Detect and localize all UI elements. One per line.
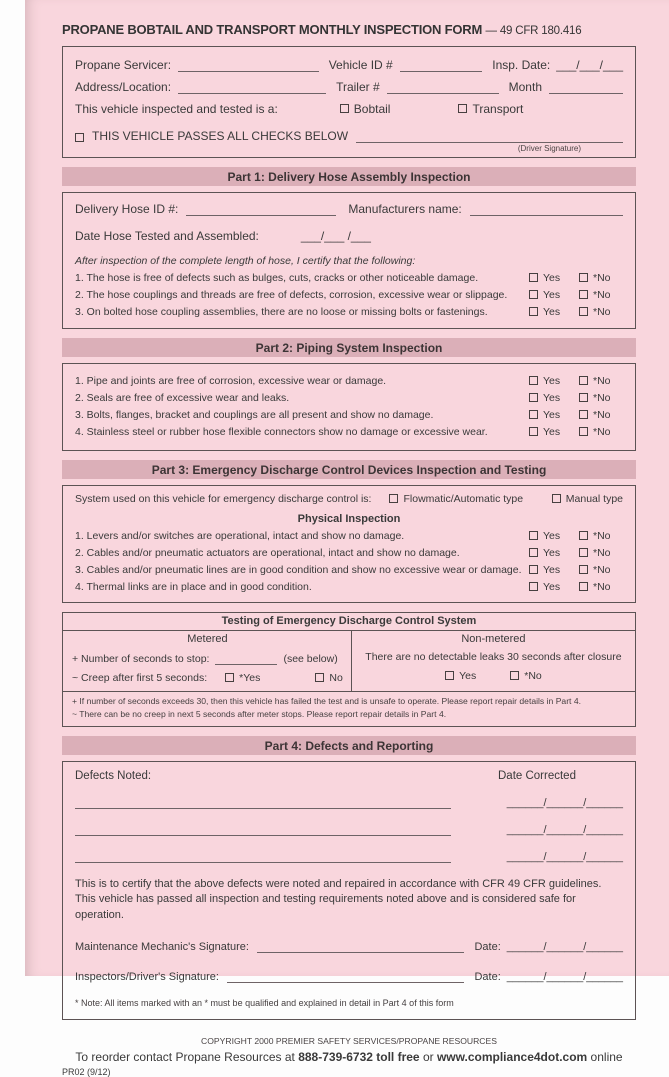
yes-label: Yes <box>543 375 561 387</box>
yes-label: Yes <box>543 530 561 542</box>
no-label: *No <box>593 581 611 593</box>
trailer-field[interactable] <box>387 81 499 94</box>
nonmetered-no-label: *No <box>524 670 542 682</box>
vehicle-id-field[interactable] <box>400 59 483 72</box>
part3-item-4-no[interactable] <box>579 581 623 593</box>
servicer-row <box>75 58 623 72</box>
flowmatic-checkbox[interactable] <box>389 494 398 503</box>
part3-item-4-text: 4. Thermal links are in place and in good condition. <box>75 581 312 593</box>
inspector-signature-field[interactable] <box>227 970 465 983</box>
system-label: System used on this vehicle for emergency discharge control is: <box>75 493 372 505</box>
discharge-system-row <box>75 493 623 505</box>
defect-row-1 <box>75 796 623 809</box>
no-label: *No <box>593 530 611 542</box>
yes-label: Yes <box>543 409 561 421</box>
inspector-signature-label: Inspectors/Driver's Signature: <box>75 970 219 983</box>
part1-item-3 <box>75 306 623 318</box>
part3-item-4-yes[interactable] <box>529 581 579 593</box>
vehicle-type-row <box>75 102 623 116</box>
mechanic-signature-field[interactable] <box>257 940 465 953</box>
driver-signature-field[interactable] <box>356 130 623 153</box>
part1-item-1-yes-checkbox[interactable] <box>529 273 538 282</box>
passes-all-checks-checkbox[interactable] <box>75 133 84 142</box>
nonmetered-statement: There are no detectable leaks 30 seconds after closure <box>365 651 622 663</box>
part2-item-3-yes-checkbox[interactable] <box>529 410 538 419</box>
part1-item-2-text: 2. The hose couplings and threads are free of defects, corrosion, excessive wear or slippage. <box>75 289 508 301</box>
hose-id-label: Delivery Hose ID #: <box>75 202 179 216</box>
no-label: *No <box>593 289 611 301</box>
yes-label: Yes <box>543 547 561 559</box>
transport-checkbox[interactable] <box>458 104 467 113</box>
reorder-website: www.compliance4dot.com <box>436 1049 588 1064</box>
part3-item-1-no[interactable] <box>579 530 623 542</box>
mechanic-signature-row <box>75 940 623 953</box>
transport-label: Transport <box>472 102 524 116</box>
transport-option[interactable] <box>458 102 523 116</box>
part2-item-2-yes[interactable] <box>529 392 579 404</box>
mechanic-date-label: Date: <box>474 940 501 953</box>
page-title-cfr-ref: — 49 CFR 180.416 <box>485 25 582 37</box>
testing-table-title: Testing of Emergency Discharge Control System <box>63 613 635 631</box>
passes-row <box>75 129 623 153</box>
driver-signature-caption: (Driver Signature) <box>517 144 581 153</box>
part1-item-3-no[interactable] <box>579 306 623 318</box>
part2-item-4-no[interactable] <box>579 426 623 438</box>
passes-label: THIS VEHICLE PASSES ALL CHECKS BELOW <box>92 129 349 143</box>
nonmetered-column <box>352 631 635 691</box>
part2-item-1-no-checkbox[interactable] <box>579 376 588 385</box>
defects-header-row <box>75 770 623 782</box>
page-title <box>62 22 636 37</box>
yes-label: Yes <box>543 392 561 404</box>
reorder-text: To reorder contact Propane Resources at <box>75 1049 299 1064</box>
hose-id-field[interactable] <box>186 203 336 216</box>
part2-item-4-no-checkbox[interactable] <box>579 427 588 436</box>
asterisk-note: * Note: All items marked with an * must be qualified and explained in detail in Part 4 of this form <box>75 997 454 1008</box>
servicer-field[interactable] <box>178 59 319 72</box>
bobtail-label: Bobtail <box>353 102 391 116</box>
part3-item-2-text: 2. Cables and/or pneumatic actuators are operational, intact and show no damage. <box>75 547 460 559</box>
nonmetered-header: Non-metered <box>461 633 526 645</box>
part2-item-3-no-checkbox[interactable] <box>579 410 588 419</box>
copyright-line: COPYRIGHT 2000 PREMIER SAFETY SERVICES/PROPANE RESOURCES <box>201 1035 497 1046</box>
part3-item-4 <box>75 581 623 593</box>
metered-header: Metered <box>187 633 228 645</box>
part3-item-2 <box>75 547 623 559</box>
testing-footnote-2: ~ There can be no creep in next 5 seconds after meter stops. Please report repair details in Part 4. <box>72 708 447 719</box>
part4-box <box>62 761 636 1020</box>
mechanic-signature-label: Maintenance Mechanic's Signature: <box>75 940 249 953</box>
nonmetered-no-checkbox[interactable] <box>510 671 519 680</box>
creep-yes-checkbox[interactable] <box>225 673 234 682</box>
yes-label: Yes <box>543 289 561 301</box>
testing-table <box>62 612 636 727</box>
defect-line-2[interactable] <box>75 823 451 836</box>
creep-no-checkbox[interactable] <box>315 673 324 682</box>
part3-item-3-no[interactable] <box>579 564 623 576</box>
metered-column <box>63 631 352 691</box>
physical-inspection-title: Physical Inspection <box>297 513 401 525</box>
part3-item-3-yes-checkbox[interactable] <box>529 565 538 574</box>
part3-item-2-no-checkbox[interactable] <box>579 548 588 557</box>
part1-item-1 <box>75 272 623 284</box>
part1-item-2 <box>75 289 623 301</box>
yes-label: Yes <box>543 581 561 593</box>
header-info-box <box>62 46 636 158</box>
manufacturer-label: Manufacturers name: <box>348 202 462 216</box>
part2-item-1-yes-checkbox[interactable] <box>529 376 538 385</box>
manual-option[interactable] <box>552 493 623 505</box>
form-paper <box>25 0 669 1077</box>
creep-no-label: No <box>329 672 343 684</box>
certify-statement: This is to certify that the above defects were noted and repaired in accordance with CFR 49 CFR guidelines. This vehicle has passed all inspection and testing requirements noted above and is considered safe for operation. <box>75 877 602 921</box>
reorder-line <box>62 1050 636 1064</box>
creep-label: ~ Creep after first 5 seconds: <box>72 672 208 684</box>
part2-item-1-no[interactable] <box>579 375 623 387</box>
defect-date-1[interactable]: ______/______/______ <box>506 796 623 809</box>
defect-row-3 <box>75 850 623 863</box>
no-label: *No <box>593 272 611 284</box>
defect-row-2 <box>75 823 623 836</box>
defect-line-1[interactable] <box>75 796 451 809</box>
insp-date-field[interactable]: ___/___/___ <box>556 58 623 72</box>
testing-footnotes <box>63 691 635 726</box>
part3-item-4-yes-checkbox[interactable] <box>529 582 538 591</box>
bobtail-option[interactable] <box>340 102 391 116</box>
part1-item-3-text: 3. On bolted hose coupling assemblies, there are no loose or missing bolts or fastenings. <box>75 306 488 318</box>
hose-date-row <box>75 229 623 243</box>
month-field[interactable] <box>549 81 623 94</box>
part1-item-3-yes[interactable] <box>529 306 579 318</box>
bobtail-checkbox[interactable] <box>340 104 349 113</box>
part2-box <box>62 363 636 451</box>
part2-item-1-yes[interactable] <box>529 375 579 387</box>
yes-label: Yes <box>543 564 561 576</box>
flowmatic-label: Flowmatic/Automatic type <box>403 493 524 505</box>
creep-no-option[interactable] <box>315 672 342 684</box>
part1-item-1-no[interactable] <box>579 272 623 284</box>
inspector-date-label: Date: <box>474 970 501 983</box>
part1-item-1-no-checkbox[interactable] <box>579 273 588 282</box>
creep-row <box>72 672 343 684</box>
part2-item-2 <box>75 392 623 404</box>
part2-item-1-text: 1. Pipe and joints are free of corrosion, excessive wear or damage. <box>75 375 387 387</box>
servicer-label: Propane Servicer: <box>75 58 172 72</box>
month-label: Month <box>508 80 542 94</box>
part1-item-2-no[interactable] <box>579 289 623 301</box>
yes-label: Yes <box>543 272 561 284</box>
part2-item-2-text: 2. Seals are free of excessive wear and leaks. <box>75 392 290 404</box>
nonmetered-yes-checkbox[interactable] <box>445 671 454 680</box>
part1-item-2-yes[interactable] <box>529 289 579 301</box>
part3-item-1-text: 1. Levers and/or switches are operational, intact and show no damage. <box>75 530 405 542</box>
flowmatic-option[interactable] <box>389 493 523 505</box>
no-label: *No <box>593 392 611 404</box>
nonmetered-yes-option[interactable] <box>445 670 476 682</box>
reorder-or: or <box>419 1049 437 1064</box>
nonmetered-no-option[interactable] <box>510 670 542 682</box>
inspector-signature-row <box>75 970 623 983</box>
part3-item-1-no-checkbox[interactable] <box>579 531 588 540</box>
part3-item-1-yes[interactable] <box>529 530 579 542</box>
page-title-text: PROPANE BOBTAIL AND TRANSPORT MONTHLY INSPECTION FORM <box>62 22 483 37</box>
manufacturer-field[interactable] <box>470 203 623 216</box>
address-label: Address/Location: <box>75 80 172 94</box>
part1-item-1-text: 1. The hose is free of defects such as bulges, cuts, cracks or other noticeable damage. <box>75 272 479 284</box>
part2-item-4-yes[interactable] <box>529 426 579 438</box>
address-row <box>75 80 623 94</box>
seconds-to-stop-row <box>72 652 343 665</box>
defect-date-2[interactable]: ______/______/______ <box>506 823 623 836</box>
part3-item-2-yes-checkbox[interactable] <box>529 548 538 557</box>
creep-yes-option[interactable] <box>225 672 260 684</box>
part1-item-2-no-checkbox[interactable] <box>579 290 588 299</box>
insp-date-label: Insp. Date: <box>492 58 551 72</box>
part3-item-2-yes[interactable] <box>529 547 579 559</box>
part1-item-1-yes[interactable] <box>529 272 579 284</box>
part2-item-4 <box>75 426 623 438</box>
part3-item-3-no-checkbox[interactable] <box>579 565 588 574</box>
date-tested-label: Date Hose Tested and Assembled: <box>75 229 259 243</box>
part1-header-bar: Part 1: Delivery Hose Assembly Inspection <box>62 167 636 186</box>
reorder-phone: 888-739-6732 toll free <box>298 1049 420 1064</box>
part2-item-2-no-checkbox[interactable] <box>579 393 588 402</box>
no-label: *No <box>593 564 611 576</box>
seconds-to-stop-field[interactable] <box>215 652 277 665</box>
part3-item-1 <box>75 530 623 542</box>
part1-item-2-yes-checkbox[interactable] <box>529 290 538 299</box>
part4-header-bar: Part 4: Defects and Reporting <box>62 736 636 755</box>
part3-item-4-no-checkbox[interactable] <box>579 582 588 591</box>
vehicle-id-label: Vehicle ID # <box>328 58 393 72</box>
defect-line-3[interactable] <box>75 850 451 863</box>
part3-header-bar: Part 3: Emergency Discharge Control Devices Inspection and Testing <box>62 460 636 479</box>
part2-item-2-no[interactable] <box>579 392 623 404</box>
yes-label: Yes <box>543 426 561 438</box>
part2-item-4-text: 4. Stainless steel or rubber hose flexible connectors show no damage or excessive wear. <box>75 426 488 438</box>
part2-header-bar: Part 2: Piping System Inspection <box>62 338 636 357</box>
part1-box <box>62 192 636 329</box>
part1-item-3-no-checkbox[interactable] <box>579 307 588 316</box>
see-below-label: (see below) <box>283 653 338 665</box>
no-label: *No <box>593 547 611 559</box>
manual-label: Manual type <box>565 493 623 505</box>
trailer-label: Trailer # <box>336 80 380 94</box>
no-label: *No <box>593 409 611 421</box>
part2-item-1 <box>75 375 623 387</box>
part1-certify-intro: After inspection of the complete length of hose, I certify that the following: <box>75 255 416 267</box>
seconds-to-stop-label: + Number of seconds to stop: <box>72 653 210 665</box>
date-corrected-label: Date Corrected <box>498 769 576 782</box>
manual-checkbox[interactable] <box>552 494 561 503</box>
part2-item-3-text: 3. Bolts, flanges, bracket and couplings are all present and show no damage. <box>75 409 434 421</box>
address-field[interactable] <box>178 81 326 94</box>
yes-label: Yes <box>543 306 561 318</box>
date-tested-field[interactable]: ___/___ /___ <box>300 229 371 243</box>
part3-item-1-yes-checkbox[interactable] <box>529 531 538 540</box>
testing-footnote-1: + If number of seconds exceeds 30, then this vehicle has failed the test and is unsafe to operate. Please report repair details in Part 4. <box>72 696 582 706</box>
part2-item-2-yes-checkbox[interactable] <box>529 393 538 402</box>
no-label: *No <box>593 375 611 387</box>
inspected-label: This vehicle inspected and tested is a: <box>75 102 278 116</box>
no-label: *No <box>593 306 611 318</box>
part1-item-3-yes-checkbox[interactable] <box>529 307 538 316</box>
no-label: *No <box>593 426 611 438</box>
defects-noted-label: Defects Noted: <box>75 769 152 782</box>
part3-box <box>62 485 636 603</box>
part2-item-3-yes[interactable] <box>529 409 579 421</box>
nonmetered-yes-label: Yes <box>459 670 477 682</box>
part2-item-4-yes-checkbox[interactable] <box>529 427 538 436</box>
form-code: PR02 (9/12) <box>62 1066 111 1077</box>
part2-item-3 <box>75 409 623 421</box>
hose-id-row <box>75 202 623 216</box>
inspector-date-field[interactable]: ______/______/______ <box>506 970 623 983</box>
reorder-online: online <box>587 1049 623 1064</box>
nonmetered-options <box>360 670 627 682</box>
part2-item-3-no[interactable] <box>579 409 623 421</box>
part3-item-3 <box>75 564 623 576</box>
defect-date-3[interactable]: ______/______/______ <box>506 850 623 863</box>
part3-item-3-yes[interactable] <box>529 564 579 576</box>
creep-yes-label: *Yes <box>239 672 261 684</box>
part3-item-2-no[interactable] <box>579 547 623 559</box>
mechanic-date-field[interactable]: ______/______/______ <box>506 940 623 953</box>
part3-item-3-text: 3. Cables and/or pneumatic lines are in good condition and show no excessive wear or damage. <box>75 564 522 576</box>
